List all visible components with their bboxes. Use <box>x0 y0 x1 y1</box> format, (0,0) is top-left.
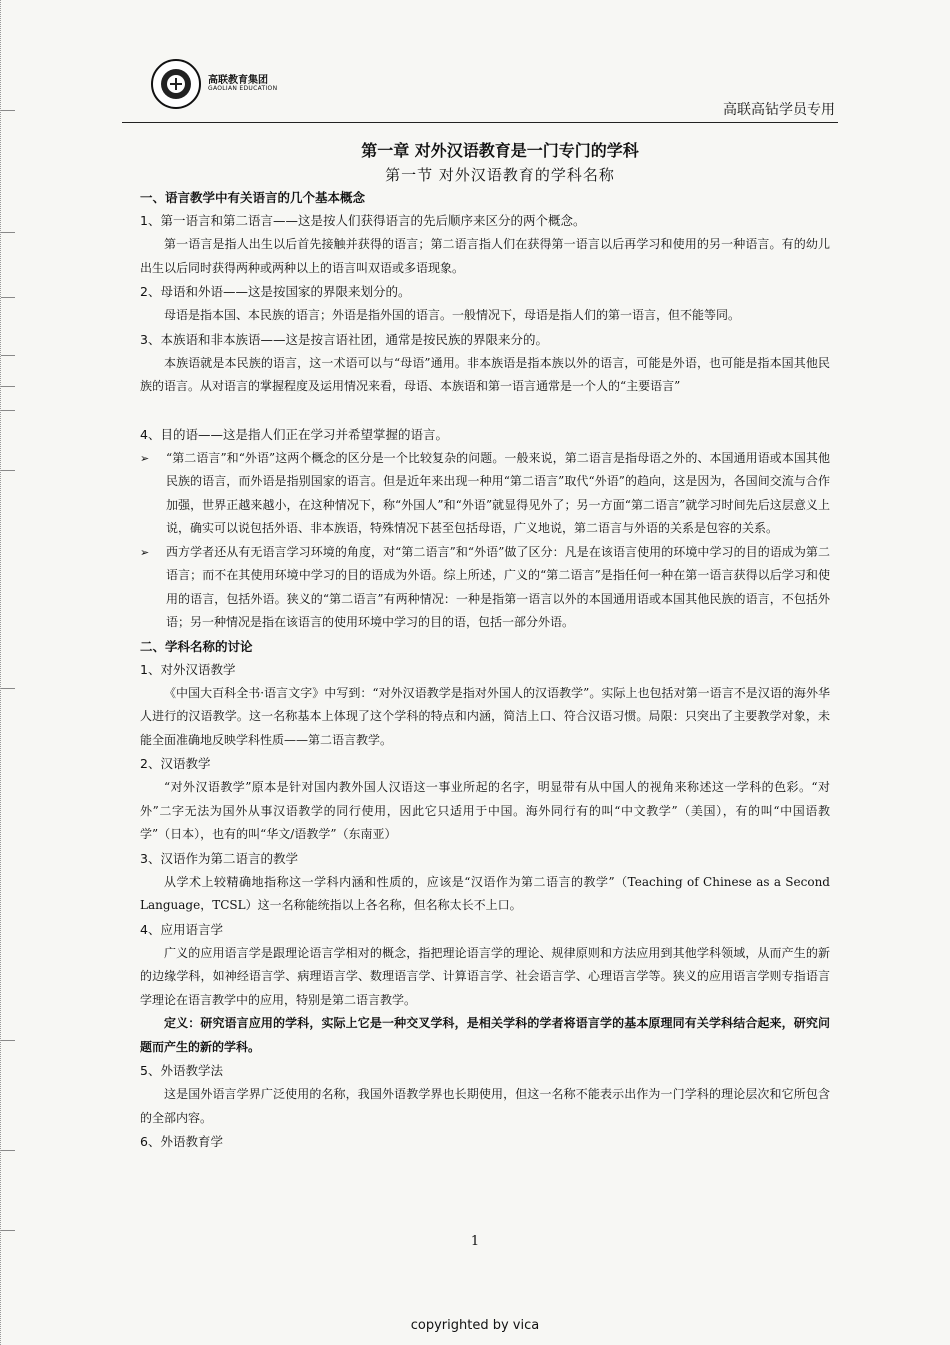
logo-name-cn: 高联教育集团 <box>208 75 268 87</box>
sub4-definition: 定义：研究语言应用的学科，实际上它是一种交叉学科，是相关学科的学者将语言学的基本原理同有关学科结合起来，研究问题而产生的新的学科。 <box>140 1016 830 1054</box>
bullet-arrow-icon: ➢ <box>140 545 150 559</box>
logo-seal-icon <box>150 58 202 110</box>
bullet-text: 西方学者还从有无语言学习环境的角度，对“第二语言”和“外语”做了区分：凡是在该语言使用的环境中学习的目的语成为第二语言；而不在其使用环境中学习的目的语成为外语。综上所述，广义的“第二语言”是指任何一种在第一语言获得以后学习和使用的语言，包括外语。狭义的“第二语言”有两种情况：一种是指第一语言以外的本国通用语或本国其他民族的语言，不包括外语；另一种情况是指在该语言的使用环境中学习的目的语，包括一部分外语。 <box>166 544 830 629</box>
section-title: 第一节 对外汉语教育的学科名称 <box>385 166 615 184</box>
company-logo <box>150 58 277 110</box>
sub5-paragraph: 这是国外语言学界广泛使用的名称，我国外语教学界也长期使用，但这一名称不能表示出作为一门学科的理论层次和它所包含的全部内容。 <box>140 1087 830 1125</box>
sub1-heading: 1、对外汉语教学 <box>140 661 236 677</box>
chapter-title: 第一章 对外汉语教育是一门专门的学科 <box>361 141 639 160</box>
part1-heading: 一、语言教学中有关语言的几个基本概念 <box>140 190 366 205</box>
sub6-heading: 6、外语教育学 <box>140 1134 223 1149</box>
item4-heading: 4、目的语——这是指人们正在学习并希望掌握的语言。 <box>140 426 448 442</box>
sub3-heading: 3、汉语作为第二语言的教学 <box>140 850 298 866</box>
sub2-heading: 2、汉语教学 <box>140 756 211 771</box>
item1-heading: 1、第一语言和第二语言——这是按人们获得语言的先后顺序来区分的两个概念。 <box>140 213 586 228</box>
item2-paragraph: 母语是指本国、本民族的语言；外语是指外国的语言。一般情况下，母语是指人们的第一语言，但不能等同。 <box>164 308 741 322</box>
item3-heading: 3、本族语和非本族语——这是按言语社团，通常是按民族的界限来分的。 <box>140 331 548 347</box>
footer-copyright: copyrighted by vica <box>410 1318 540 1333</box>
bullet-item <box>140 541 830 635</box>
logo-name-en: GAOLIAN EDUCATION <box>208 85 278 93</box>
header-tag: 高联高钻学员专用 <box>723 102 835 118</box>
sub4-heading: 4、应用语言学 <box>140 921 223 937</box>
part2-heading: 二、学科名称的讨论 <box>140 638 253 654</box>
sub5-heading: 5、外语教学法 <box>140 1063 223 1078</box>
bullet-item <box>140 447 830 541</box>
item3-paragraph: 本族语就是本民族的语言，这一术语可以与“母语”通用。非本族语是指本族以外的语言，可能是外语，也可能是指本国其他民族的语言。从对语言的掌握程度及运用情况来看，母语、本族语和第一语言通常是一个人的“主要语言” <box>140 355 830 393</box>
document-body <box>140 138 830 1154</box>
item2-heading: 2、母语和外语——这是按国家的界限来划分的。 <box>140 284 411 299</box>
bullet-arrow-icon: ➢ <box>140 451 150 465</box>
sub2-paragraph: “对外汉语教学”原本是针对国内教外国人汉语这一事业所起的名字，明显带有从中国人的视角来称述这一学科的色彩。“对外”二字无法为国外从事汉语教学的同行使用，因此它只适用于中国。海外同行有的叫“中文教学”（美国），有的叫“中国语教学”（日本），也有的叫“华文/语教学”（东南亚） <box>140 780 830 841</box>
header-divider <box>122 122 838 123</box>
binding-margin-marks <box>0 0 21 1345</box>
sub1-paragraph: 《中国大百科全书·语言文字》中写到：“对外汉语教学是指对外国人的汉语教学”。实际上也包括对第一语言不是汉语的海外华人进行的汉语教学。这一名称基本上体现了这个学科的特点和内涵，简洁上口、符合汉语习惯。局限：只突出了主要教学对象，未能全面准确地反映学科性质——第二语言教学。 <box>140 685 830 747</box>
page-number: 1 <box>470 1234 480 1249</box>
bullet-text: “第二语言”和“外语”这两个概念的区分是一个比较复杂的问题。一般来说，第二语言是指母语之外的、本国通用语或本国其他民族的语言，而外语是指别国家的语言。但是近年来出现一种用“第二语言”取代“外语”的趋向，这是因为，各国间交流与合作加强，世界正越来越小，在这种情况下，称“外国人”和“外语”就显得见外了；另一方面“第二语言”就学习时间先后这层意义上说，确实可以说包括外语、非本族语，特殊情况下甚至包括母语，广义地说，第二语言与外语的关系是包容的关系。 <box>166 450 830 535</box>
sub3-paragraph: 从学术上较精确地指称这一学科内涵和性质的，应该是“汉语作为第二语言的教学”（Teaching of Chinese as a Second Language，TCSL）这一名称能统指以上各名称，但名称太长不上口。 <box>140 874 830 912</box>
item1-paragraph: 第一语言是指人出生以后首先接触并获得的语言；第二语言指人们在获得第一语言以后再学习和使用的另一种语言。有的幼儿出生以后同时获得两种或两种以上的语言叫双语或多语现象。 <box>140 237 830 275</box>
sub4-paragraph: 广义的应用语言学是跟理论语言学相对的概念，指把理论语言学的理论、规律原则和方法应用到其他学科领域，从而产生的新的边缘学科，如神经语言学、病理语言学、数理语言学、计算语言学、社会语言学、心理语言学等。狭义的应用语言学则专指语言学理论在语言教学中的应用，特别是第二语言教学。 <box>140 945 830 1007</box>
